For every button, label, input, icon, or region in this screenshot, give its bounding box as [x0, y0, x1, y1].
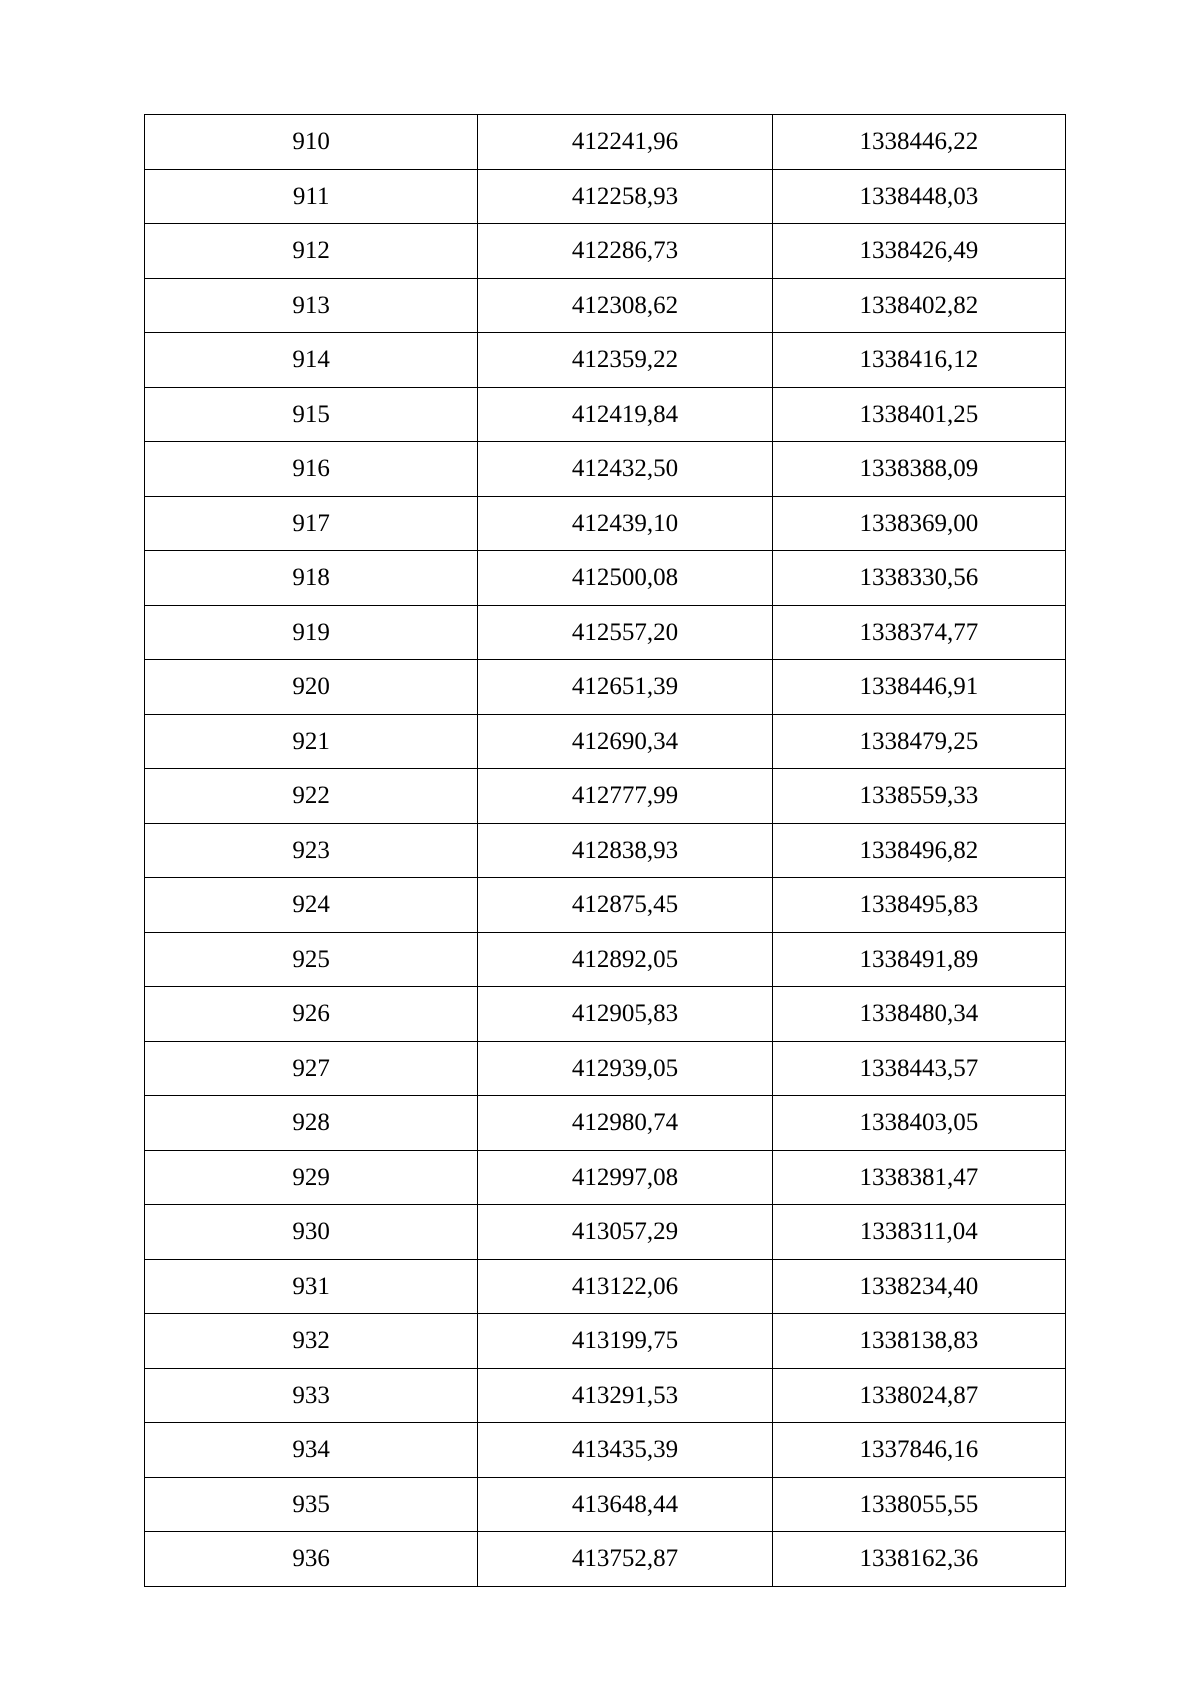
point-number-cell: 917 — [145, 496, 478, 551]
x-coordinate-cell: 412651,39 — [478, 660, 772, 715]
point-number-cell: 935 — [145, 1477, 478, 1532]
y-coordinate-cell: 1338446,91 — [772, 660, 1065, 715]
point-number-cell: 922 — [145, 769, 478, 824]
point-number-cell: 921 — [145, 714, 478, 769]
point-number-cell: 916 — [145, 442, 478, 497]
table-row — [145, 987, 1066, 1042]
y-coordinate-cell: 1338402,82 — [772, 278, 1065, 333]
table-row — [145, 115, 1066, 170]
y-coordinate-cell: 1338496,82 — [772, 823, 1065, 878]
y-coordinate-cell: 1338403,05 — [772, 1096, 1065, 1151]
point-number-cell: 924 — [145, 878, 478, 933]
point-number-cell: 928 — [145, 1096, 478, 1151]
x-coordinate-cell: 412777,99 — [478, 769, 772, 824]
table-row — [145, 496, 1066, 551]
table-row — [145, 1423, 1066, 1478]
table-row — [145, 1477, 1066, 1532]
point-number-cell: 929 — [145, 1150, 478, 1205]
table-row — [145, 823, 1066, 878]
point-number-cell: 932 — [145, 1314, 478, 1369]
y-coordinate-cell: 1338491,89 — [772, 932, 1065, 987]
x-coordinate-cell: 412419,84 — [478, 387, 772, 442]
x-coordinate-cell: 412557,20 — [478, 605, 772, 660]
point-number-cell: 930 — [145, 1205, 478, 1260]
y-coordinate-cell: 1338388,09 — [772, 442, 1065, 497]
x-coordinate-cell: 412892,05 — [478, 932, 772, 987]
point-number-cell: 920 — [145, 660, 478, 715]
point-number-cell: 918 — [145, 551, 478, 606]
table-row — [145, 551, 1066, 606]
point-number-cell: 913 — [145, 278, 478, 333]
table-row — [145, 387, 1066, 442]
table-row — [145, 1314, 1066, 1369]
x-coordinate-cell: 412939,05 — [478, 1041, 772, 1096]
y-coordinate-cell: 1338162,36 — [772, 1532, 1065, 1587]
x-coordinate-cell: 413291,53 — [478, 1368, 772, 1423]
point-number-cell: 919 — [145, 605, 478, 660]
coordinates-table-body — [145, 115, 1066, 1587]
x-coordinate-cell: 412980,74 — [478, 1096, 772, 1151]
x-coordinate-cell: 412875,45 — [478, 878, 772, 933]
table-row — [145, 932, 1066, 987]
point-number-cell: 914 — [145, 333, 478, 388]
x-coordinate-cell: 412500,08 — [478, 551, 772, 606]
y-coordinate-cell: 1338055,55 — [772, 1477, 1065, 1532]
x-coordinate-cell: 413199,75 — [478, 1314, 772, 1369]
y-coordinate-cell: 1338330,56 — [772, 551, 1065, 606]
y-coordinate-cell: 1338559,33 — [772, 769, 1065, 824]
table-row — [145, 1259, 1066, 1314]
x-coordinate-cell: 412359,22 — [478, 333, 772, 388]
x-coordinate-cell: 413752,87 — [478, 1532, 772, 1587]
y-coordinate-cell: 1338369,00 — [772, 496, 1065, 551]
point-number-cell: 936 — [145, 1532, 478, 1587]
y-coordinate-cell: 1338446,22 — [772, 115, 1065, 170]
x-coordinate-cell: 412258,93 — [478, 169, 772, 224]
point-number-cell: 925 — [145, 932, 478, 987]
x-coordinate-cell: 412432,50 — [478, 442, 772, 497]
point-number-cell: 931 — [145, 1259, 478, 1314]
x-coordinate-cell: 412838,93 — [478, 823, 772, 878]
point-number-cell: 912 — [145, 224, 478, 279]
table-row — [145, 1532, 1066, 1587]
y-coordinate-cell: 1338234,40 — [772, 1259, 1065, 1314]
x-coordinate-cell: 412439,10 — [478, 496, 772, 551]
point-number-cell: 927 — [145, 1041, 478, 1096]
y-coordinate-cell: 1338311,04 — [772, 1205, 1065, 1260]
y-coordinate-cell: 1337846,16 — [772, 1423, 1065, 1478]
point-number-cell: 911 — [145, 169, 478, 224]
table-row — [145, 169, 1066, 224]
point-number-cell: 934 — [145, 1423, 478, 1478]
x-coordinate-cell: 413435,39 — [478, 1423, 772, 1478]
x-coordinate-cell: 412997,08 — [478, 1150, 772, 1205]
table-row — [145, 1205, 1066, 1260]
x-coordinate-cell: 412905,83 — [478, 987, 772, 1042]
point-number-cell: 910 — [145, 115, 478, 170]
y-coordinate-cell: 1338480,34 — [772, 987, 1065, 1042]
point-number-cell: 923 — [145, 823, 478, 878]
y-coordinate-cell: 1338479,25 — [772, 714, 1065, 769]
point-number-cell: 915 — [145, 387, 478, 442]
y-coordinate-cell: 1338443,57 — [772, 1041, 1065, 1096]
y-coordinate-cell: 1338426,49 — [772, 224, 1065, 279]
y-coordinate-cell: 1338416,12 — [772, 333, 1065, 388]
coordinates-table — [144, 114, 1066, 1587]
table-row — [145, 224, 1066, 279]
y-coordinate-cell: 1338401,25 — [772, 387, 1065, 442]
x-coordinate-cell: 413057,29 — [478, 1205, 772, 1260]
point-number-cell: 933 — [145, 1368, 478, 1423]
table-row — [145, 769, 1066, 824]
x-coordinate-cell: 413648,44 — [478, 1477, 772, 1532]
point-number-cell: 926 — [145, 987, 478, 1042]
table-row — [145, 1041, 1066, 1096]
y-coordinate-cell: 1338138,83 — [772, 1314, 1065, 1369]
table-row — [145, 714, 1066, 769]
y-coordinate-cell: 1338495,83 — [772, 878, 1065, 933]
x-coordinate-cell: 412690,34 — [478, 714, 772, 769]
x-coordinate-cell: 412286,73 — [478, 224, 772, 279]
y-coordinate-cell: 1338381,47 — [772, 1150, 1065, 1205]
table-row — [145, 878, 1066, 933]
table-row — [145, 660, 1066, 715]
table-row — [145, 278, 1066, 333]
table-row — [145, 605, 1066, 660]
table-row — [145, 1150, 1066, 1205]
table-row — [145, 442, 1066, 497]
table-row — [145, 1096, 1066, 1151]
x-coordinate-cell: 412241,96 — [478, 115, 772, 170]
table-row — [145, 333, 1066, 388]
y-coordinate-cell: 1338448,03 — [772, 169, 1065, 224]
x-coordinate-cell: 412308,62 — [478, 278, 772, 333]
y-coordinate-cell: 1338374,77 — [772, 605, 1065, 660]
x-coordinate-cell: 413122,06 — [478, 1259, 772, 1314]
y-coordinate-cell: 1338024,87 — [772, 1368, 1065, 1423]
table-row — [145, 1368, 1066, 1423]
